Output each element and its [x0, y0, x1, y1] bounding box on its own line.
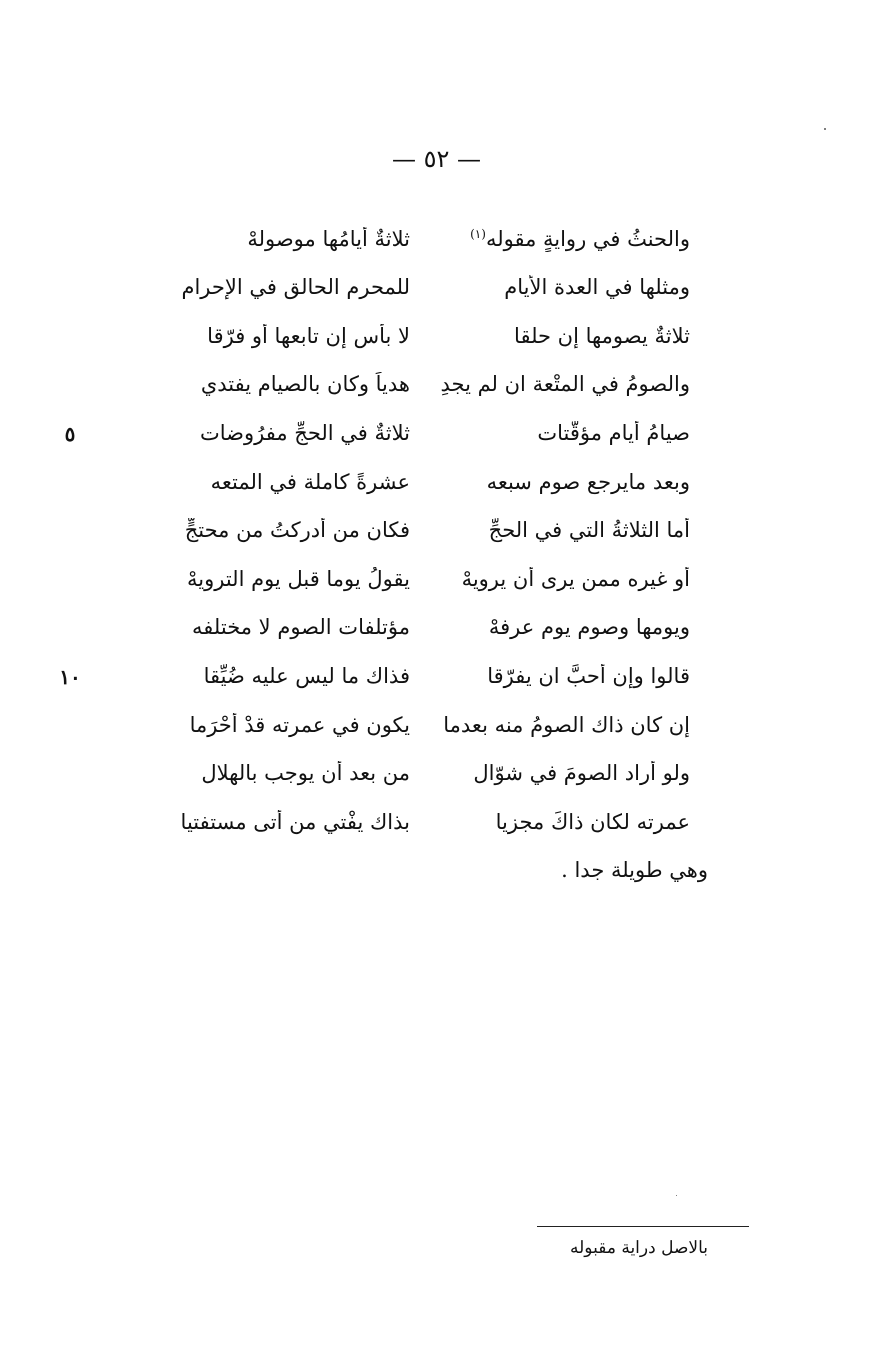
verse-first-hemistich: وبعد مايرجع صوم سبعه [486, 469, 690, 494]
verse-first-hemistich: ولو أراد الصومَ في شوّال [473, 761, 690, 786]
verse-row [64, 409, 690, 458]
footnote-text: بالاصل دراية مقبوله [570, 1238, 708, 1258]
line-number-marker: ٥ [64, 421, 76, 446]
verse-second-hemistich: عشرةً كاملة في المتعه [210, 469, 410, 494]
verse-first-hemistich: صيامُ أيامٍ مؤقّتات [537, 421, 690, 446]
verse-second-hemistich: فذاك ما ليس عليه ضُيِّقا [203, 664, 410, 689]
verse-row [160, 264, 690, 313]
verse-row [160, 798, 690, 847]
verse-second-hemistich: فكان من أدركتُ من محتجٍّ [184, 518, 410, 543]
paper-speck [824, 128, 826, 130]
verse-row [160, 604, 690, 653]
verse-first-hemistich: قالوا وإن أحبَّ ان يفرّقا [487, 664, 690, 689]
verse-first-hemistich: ثلاثةٌ يصومها إن حلقا [514, 323, 690, 348]
verse-row [160, 361, 690, 410]
verse-second-hemistich: هدياً وكان بالصيام يفتدي [200, 372, 410, 397]
verse-first-hemistich: أما الثلاثةُ التي في الحجِّ [488, 518, 690, 543]
verse-second-hemistich: لا بأس إن تابعها أو فرّقا [207, 323, 410, 348]
verse-row [160, 555, 690, 604]
verse-row [160, 312, 690, 361]
verse-row [160, 215, 690, 264]
verse-row [59, 652, 690, 701]
hemistich-text: والحنثُ في روايةٍ مقوله [485, 226, 690, 251]
verse-row [160, 750, 690, 799]
verse-second-hemistich: يكون في عمرته قدْ أحْرَما [189, 712, 410, 737]
paper-speck [676, 1195, 677, 1196]
line-number-marker: ١٠ [59, 664, 81, 689]
verse-first-hemistich: ومثلها في العدة الأيام [504, 275, 690, 300]
verse-first-hemistich: إن كان ذاك الصومُ منه بعدما [443, 712, 690, 737]
verse-row [160, 458, 690, 507]
verse-second-hemistich: للمحرم الحالق في الإحرام [181, 275, 410, 300]
verse-second-hemistich: من بعد أن يوجب بالهلال [201, 761, 410, 786]
verse-first-hemistich: أو غيره ممن يرى أن يرويهْ [461, 566, 690, 591]
verse-second-hemistich: ثلاثةٌ في الحجِّ مفرُوضات [200, 421, 410, 446]
footnote-reference: (١) [470, 226, 486, 241]
page-number: — ٥٢ — [391, 145, 482, 173]
verse-second-hemistich: مؤتلفات الصوم لا مختلفه [192, 615, 410, 640]
verse-second-hemistich: بذاك يفْتي من أتى مستفتيا [180, 809, 410, 834]
verse-second-hemistich: يقولُ يوما قبل يوم الترويهْ [187, 566, 410, 591]
verse-first-hemistich: والصومُ في المتْعة ان لم يجدِ [440, 372, 690, 397]
verse-first-hemistich: ويومها وصوم يوم عرفهْ [488, 615, 690, 640]
closing-note: وهي طويلة جدا . [561, 858, 708, 882]
verse-first-hemistich [440, 227, 690, 252]
footnote-divider [537, 1226, 749, 1227]
verse-row [160, 701, 690, 750]
verse-second-hemistich: ثلاثةٌ أيامُها موصولهْ [247, 226, 410, 251]
verse-first-hemistich: عمرته لكان ذاكَ مجزيا [495, 809, 690, 834]
poem-verses [59, 215, 690, 847]
verse-row [160, 507, 690, 556]
